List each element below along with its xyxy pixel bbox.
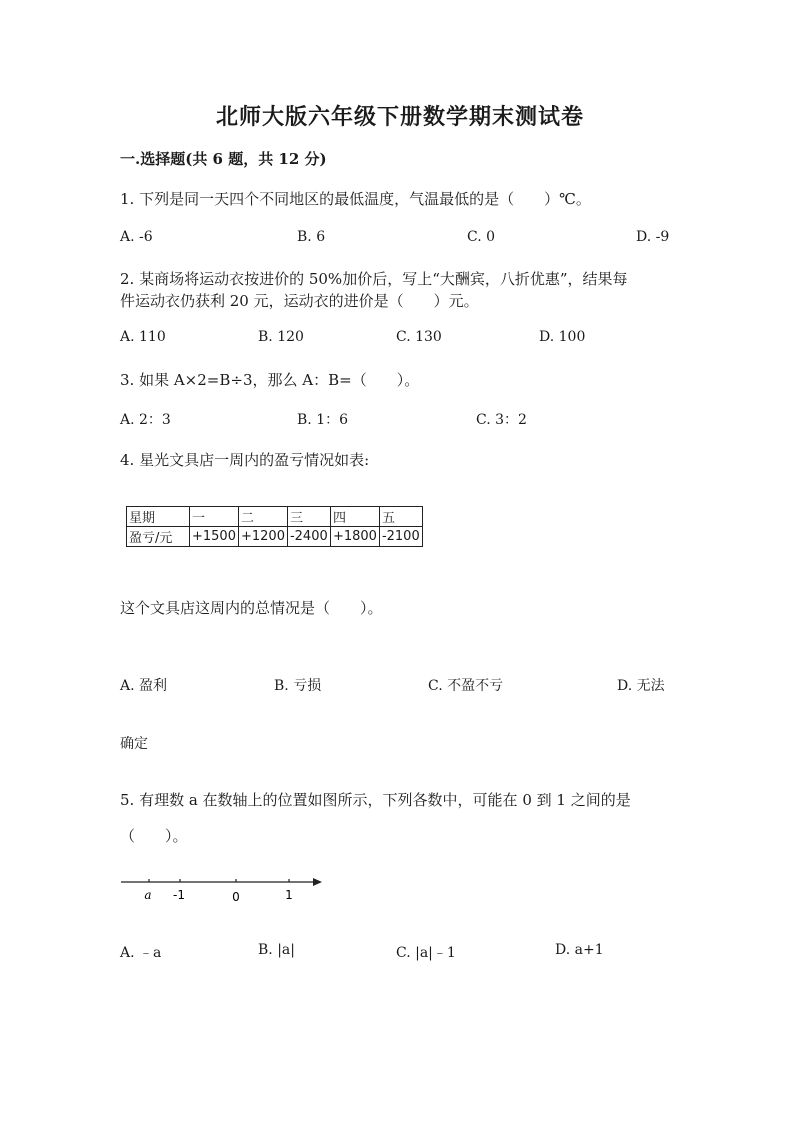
- question-4-option-c: C. 不盈不亏: [428, 678, 504, 694]
- profit-loss-table: [126, 506, 423, 547]
- table-cell: +1200: [238, 527, 287, 547]
- question-3-option-c: C. 3：2: [476, 412, 527, 428]
- question-4-stem: 4. 星光文具店一周内的盈亏情况如表:: [120, 451, 370, 469]
- question-5-option-b: B. |a|: [258, 942, 295, 958]
- question-2-option-c: C. 130: [396, 329, 442, 345]
- question-5-option-d: D. a+1: [555, 942, 604, 958]
- question-5-option-a: A. ﹣a: [120, 945, 162, 961]
- table-row: [127, 527, 423, 547]
- axis-label-0: 0: [232, 890, 240, 904]
- table-cell: +1500: [190, 527, 239, 547]
- axis-label-1: 1: [285, 888, 293, 902]
- question-2-option-a: A. 110: [120, 329, 166, 345]
- number-line-figure: [118, 872, 328, 904]
- question-5-stem-line-2: （ ）。: [120, 827, 188, 845]
- question-2-option-d: D. 100: [539, 329, 586, 345]
- question-5-option-c: C. |a|﹣1: [396, 945, 456, 961]
- question-1-option-d: D. -9: [636, 229, 670, 245]
- table-cell: 一: [190, 507, 239, 527]
- question-3-option-a: A. 2：3: [120, 412, 171, 428]
- question-4-option-d: D. 无法: [617, 678, 665, 694]
- table-cell: 五: [379, 507, 422, 527]
- question-3-stem: 3. 如果 A×2=B÷3，那么 A：B=（ ）。: [120, 371, 420, 389]
- question-1-stem: 1. 下列是同一天四个不同地区的最低温度，气温最低的是（ ）℃。: [120, 190, 591, 208]
- question-1-option-c: C. 0: [467, 229, 496, 245]
- axis-label-a: a: [144, 888, 152, 902]
- question-1-option-a: A. -6: [120, 229, 153, 245]
- question-4-followup: 这个文具店这周内的总情况是（ ）。: [120, 599, 383, 617]
- number-line-arrow: [313, 878, 322, 886]
- table-cell: 四: [330, 507, 379, 527]
- question-2-stem-line-1: 2. 某商场将运动衣按进价的 50%加价后，写上“大酬宾，八折优惠”，结果每: [120, 270, 628, 288]
- table-row: [127, 507, 423, 527]
- table-cell: 盈亏/元: [127, 527, 190, 547]
- table-cell: +1800: [330, 527, 379, 547]
- question-1-option-b: B. 6: [297, 229, 326, 245]
- question-4-option-a: A. 盈利: [120, 678, 168, 694]
- section-heading: 一.选择题(共 6 题，共 12 分): [120, 150, 327, 168]
- table-cell: -2400: [287, 527, 330, 547]
- table-cell: 星期: [127, 507, 190, 527]
- question-4-option-b: B. 亏损: [274, 678, 322, 694]
- question-2-option-b: B. 120: [258, 329, 304, 345]
- question-4-option-d-continued: 确定: [120, 736, 148, 752]
- table-cell: 二: [238, 507, 287, 527]
- question-2-stem-line-2: 件运动衣仍获利 20 元，运动衣的进价是（ ）元。: [120, 292, 479, 310]
- question-3-option-b: B. 1：6: [297, 412, 349, 428]
- table-cell: -2100: [379, 527, 422, 547]
- question-5-stem-line-1: 5. 有理数 a 在数轴上的位置如图所示，下列各数中，可能在 0 到 1 之间的是: [120, 791, 631, 809]
- page-title: 北师大版六年级下册数学期末测试卷: [215, 104, 584, 130]
- axis-label-neg-1: -1: [173, 888, 185, 902]
- table-cell: 三: [287, 507, 330, 527]
